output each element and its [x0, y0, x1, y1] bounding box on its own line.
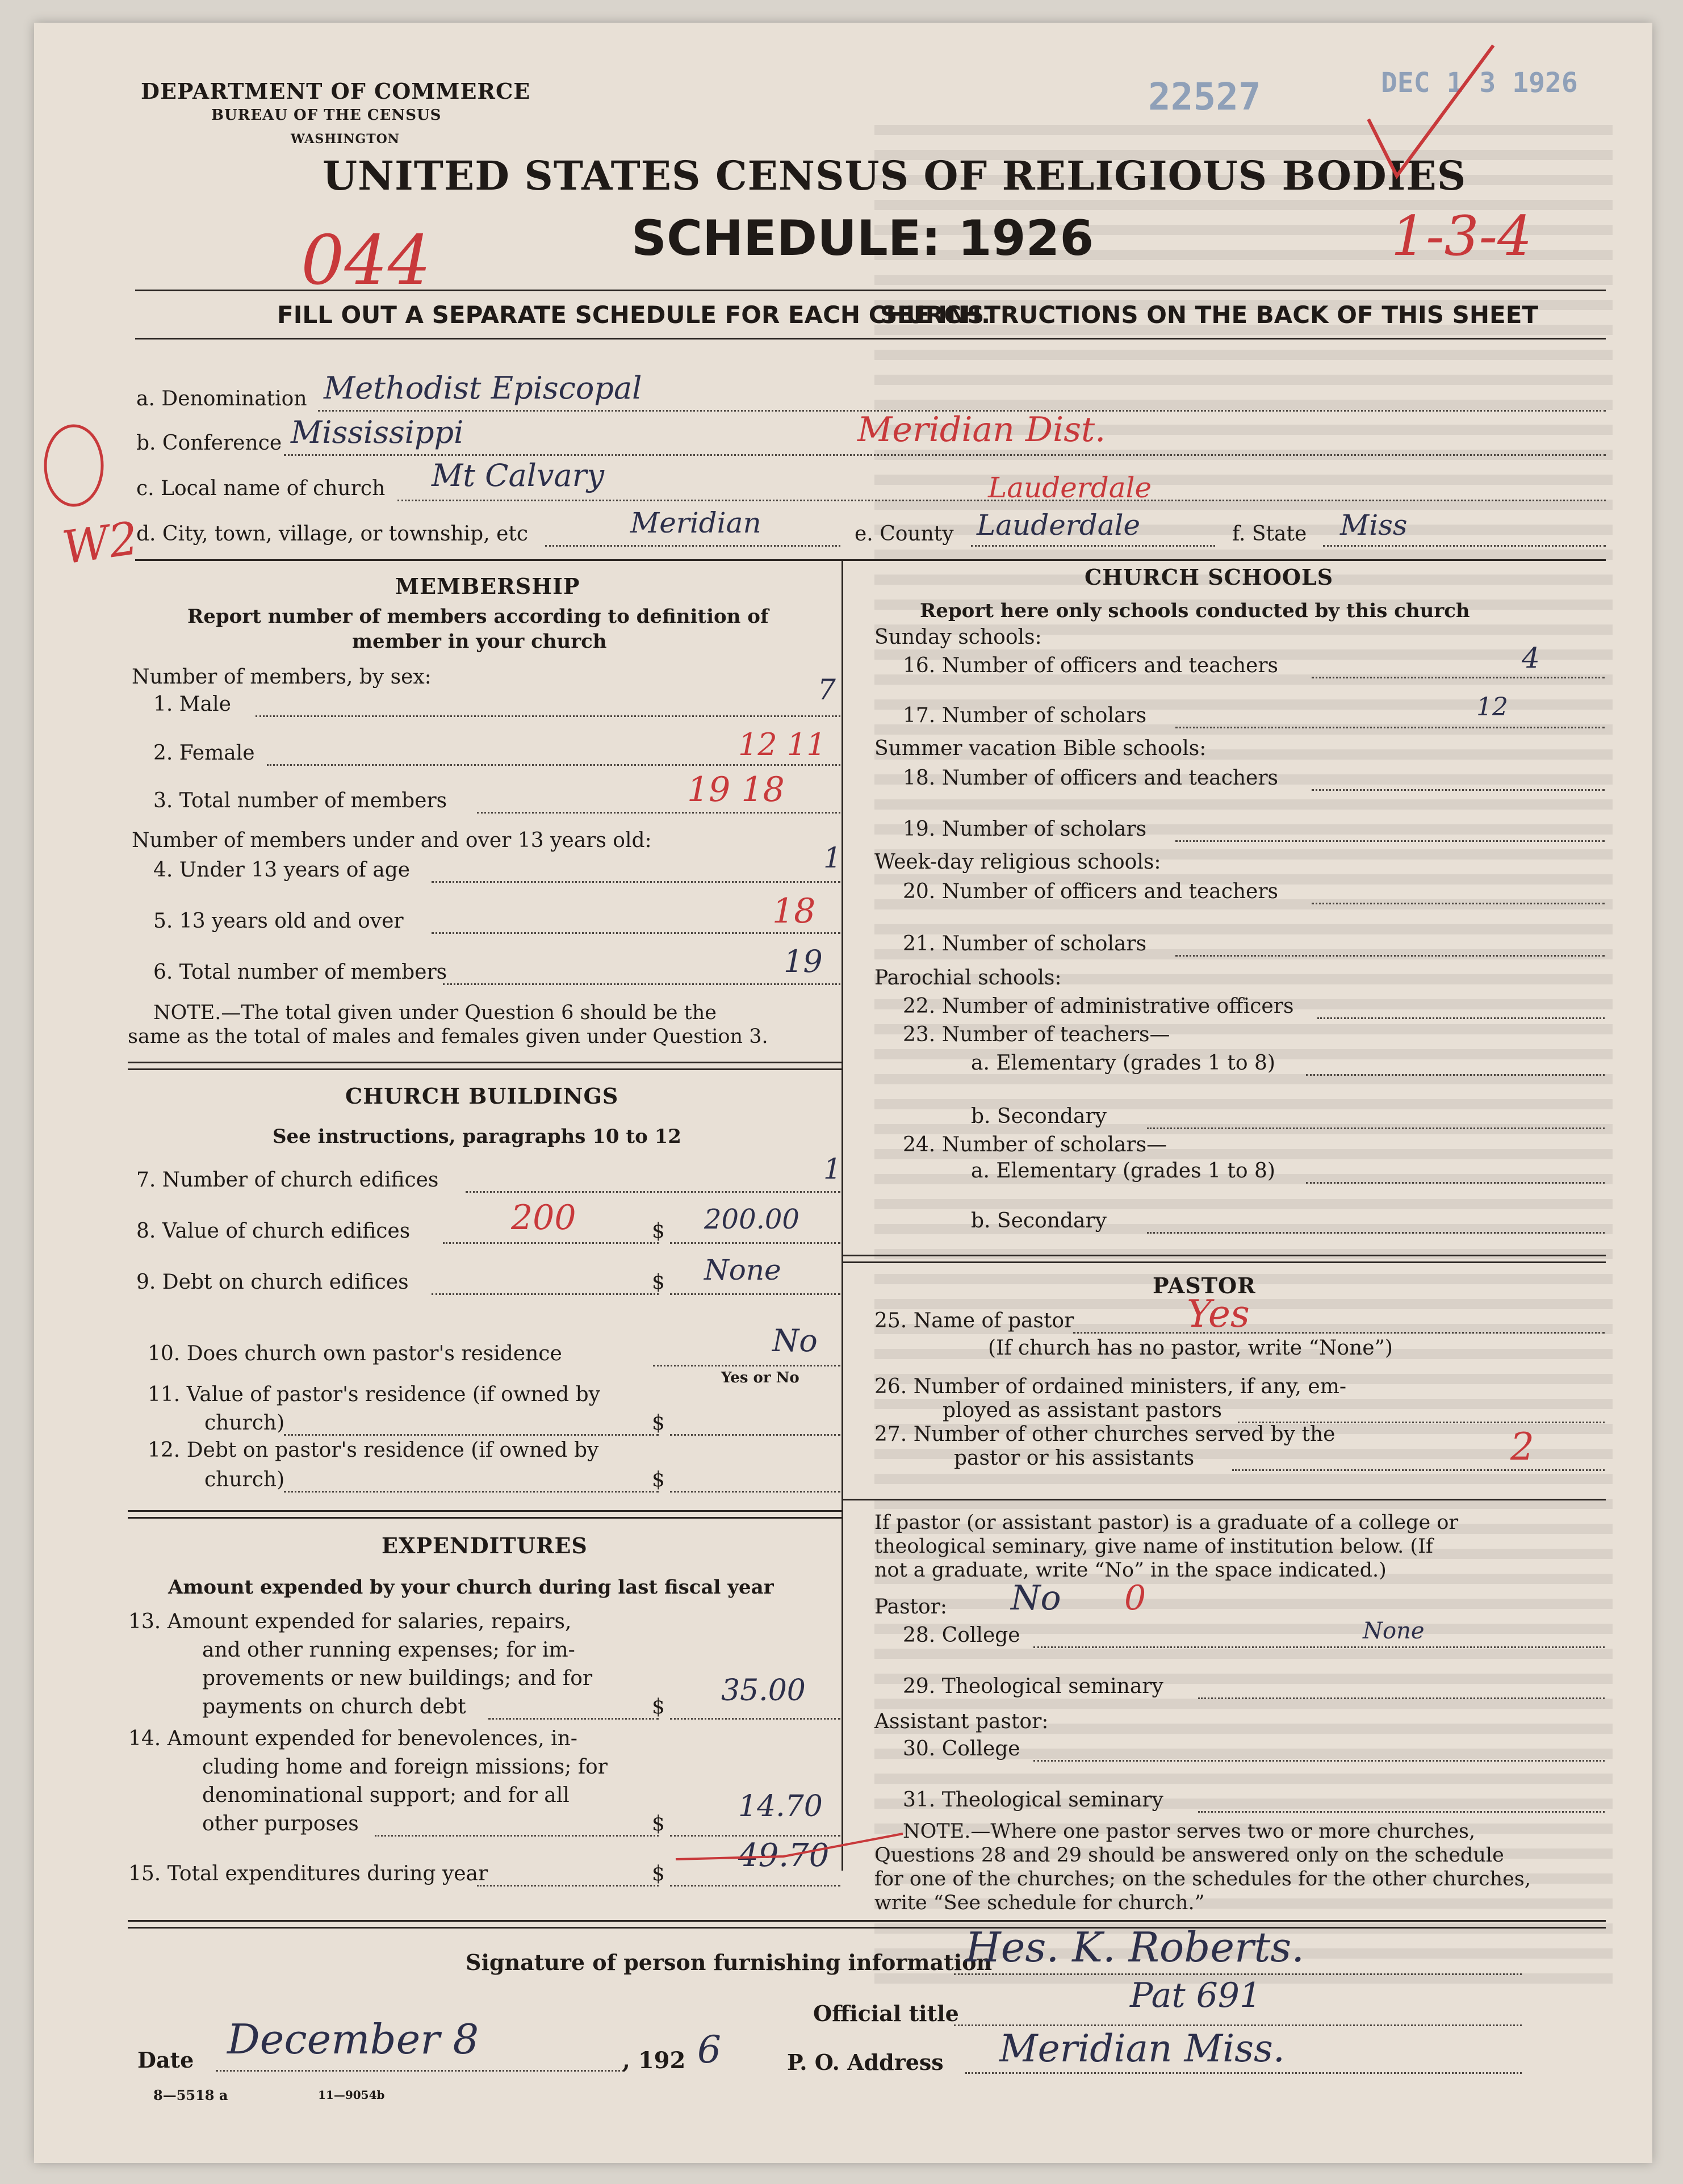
by-age-label: Number of members under and over 13 years old: — [132, 829, 652, 852]
q9-label: 9. Debt on church edifices — [136, 1271, 409, 1294]
membership-instruction-2: member in your church — [352, 630, 607, 653]
dollar-sign: $ — [652, 1271, 665, 1294]
by-sex-label: Number of members, by sex: — [132, 665, 432, 689]
date-value[interactable]: December 8 — [227, 2015, 479, 2063]
q10-value[interactable]: No — [772, 1323, 818, 1359]
q13-label-3: provements or new buildings; and for — [202, 1667, 593, 1690]
pastor-red-mark: 0 — [1124, 1578, 1146, 1618]
q16-label: 16. Number of officers and teachers — [903, 654, 1279, 677]
received-date-stamp: DEC 1 3 1926 — [1381, 67, 1578, 99]
pastor-heading: PASTOR — [1153, 1273, 1256, 1298]
q6-value[interactable]: 19 — [784, 944, 823, 979]
q8-label: 8. Value of church edifices — [136, 1219, 411, 1243]
dollar-sign: $ — [652, 1411, 665, 1435]
q2-label: 2. Female — [153, 741, 255, 765]
red-code: 1-3-4 — [1391, 204, 1533, 268]
q17-label: 17. Number of scholars — [903, 704, 1147, 727]
q13-label-2: and other running expenses; for im- — [202, 1638, 575, 1662]
date-label: Date — [137, 2047, 194, 2073]
q14-label-3: denominational support; and for all — [202, 1784, 570, 1807]
expenditures-instruction: Amount expended by your church during last fiscal year — [168, 1576, 774, 1599]
q16-value[interactable]: 4 — [1522, 642, 1540, 674]
check-mark-icon — [1363, 40, 1499, 187]
q7-label: 7. Number of church edifices — [136, 1168, 439, 1192]
q21-label: 21. Number of scholars — [903, 932, 1147, 955]
year-value[interactable]: 6 — [697, 2028, 721, 2072]
state-label: f. State — [1232, 522, 1307, 546]
q11-label-2: church) — [204, 1411, 285, 1435]
assistant-pastor-label: Assistant pastor: — [874, 1710, 1049, 1733]
banner-right: SEE INSTRUCTIONS ON THE BACK OF THIS SHEET — [880, 301, 1539, 329]
q31-label: 31. Theological seminary — [903, 1788, 1163, 1812]
graduate-note-1: If pastor (or assistant pastor) is a graduate of a college or — [874, 1511, 1459, 1534]
q17-value[interactable]: 12 — [1476, 693, 1508, 722]
serial-stamp: 22527 — [1148, 75, 1261, 119]
q10-label: 10. Does church own pastor's residence — [148, 1342, 562, 1365]
buildings-heading: CHURCH BUILDINGS — [345, 1083, 619, 1109]
q13-value[interactable]: 35.00 — [721, 1674, 806, 1708]
membership-heading: MEMBERSHIP — [395, 573, 580, 599]
q27-label-2: pastor or his assistants — [954, 1447, 1195, 1470]
dollar-sign: $ — [652, 1219, 665, 1243]
q7-value[interactable]: 1 — [823, 1152, 841, 1185]
q28-value[interactable]: None — [1363, 1618, 1425, 1644]
district-annotation: Meridian Dist. — [857, 410, 1106, 450]
q15-value[interactable]: 49.70 — [738, 1837, 830, 1874]
q5-value[interactable]: 18 — [772, 891, 816, 931]
city-value[interactable]: Meridian — [630, 506, 761, 539]
form-number-2: 11—9054b — [318, 2088, 385, 2102]
expenditures-heading: EXPENDITURES — [382, 1533, 588, 1558]
q9-value[interactable]: None — [704, 1254, 781, 1286]
dollar-sign: $ — [652, 1862, 665, 1885]
bureau-heading: BUREAU OF THE CENSUS — [211, 107, 442, 124]
q19-label: 19. Number of scholars — [903, 818, 1147, 841]
q3-value[interactable]: 19 18 — [687, 770, 785, 810]
graduate-note-2: theological seminary, give name of institution below. (If — [874, 1535, 1433, 1558]
q14-value[interactable]: 14.70 — [738, 1789, 823, 1824]
signature-label: Signature of person furnishing information — [466, 1950, 993, 1975]
pastor-note-3: for one of the churches; on the schedules for the other churches, — [874, 1868, 1531, 1890]
state-value[interactable]: Miss — [1340, 509, 1408, 542]
county-label: e. County — [855, 522, 954, 546]
local-name-value[interactable]: Mt Calvary — [432, 458, 604, 493]
red-bracket-mark-icon — [670, 1828, 909, 1868]
q23a-label: a. Elementary (grades 1 to 8) — [971, 1051, 1275, 1075]
margin-code: W2 — [59, 512, 141, 575]
schools-instruction: Report here only schools conducted by this church — [920, 600, 1470, 622]
q26-label-2: ployed as assistant pastors — [943, 1399, 1222, 1422]
q24b-label: b. Secondary — [971, 1209, 1107, 1233]
q26-label-1: 26. Number of ordained ministers, if any, em- — [874, 1375, 1346, 1398]
county-value[interactable]: Lauderdale — [977, 509, 1141, 542]
sunday-schools-label: Sunday schools: — [874, 626, 1042, 649]
city-heading: WASHINGTON — [291, 132, 400, 146]
q25-instruction: (If church has no pastor, write “None”) — [988, 1336, 1393, 1360]
denomination-value[interactable]: Methodist Episcopal — [324, 370, 642, 406]
department-heading: DEPARTMENT OF COMMERCE — [141, 78, 531, 104]
q27-label-1: 27. Number of other churches served by the — [874, 1423, 1335, 1446]
q20-label: 20. Number of officers and teachers — [903, 880, 1279, 903]
q1-value[interactable]: 7 — [818, 673, 836, 706]
q13-label-1: 13. Amount expended for salaries, repairs, — [128, 1610, 572, 1633]
local-name-label: c. Local name of church — [136, 477, 386, 500]
q24-label: 24. Number of scholars— — [903, 1133, 1167, 1156]
weekday-schools-label: Week-day religious schools: — [874, 850, 1161, 874]
q24a-label: a. Elementary (grades 1 to 8) — [971, 1159, 1275, 1183]
yes-or-no-hint: Yes or No — [721, 1369, 799, 1386]
pastor-graduate-value[interactable]: No — [1011, 1578, 1061, 1618]
po-address-label: P. O. Address — [787, 2049, 944, 2075]
q14-label-1: 14. Amount expended for benevolences, in- — [128, 1727, 577, 1750]
q12-label-1: 12. Debt on pastor's residence (if owned by — [148, 1439, 599, 1462]
q28-label: 28. College — [903, 1624, 1020, 1647]
q15-label: 15. Total expenditures during year — [128, 1862, 488, 1885]
parochial-schools-label: Parochial schools: — [874, 966, 1062, 990]
dollar-sign: $ — [652, 1695, 665, 1718]
membership-note-2: same as the total of males and females given under Question 3. — [128, 1025, 768, 1048]
q4-label: 4. Under 13 years of age — [153, 858, 411, 882]
q29-label: 29. Theological seminary — [903, 1675, 1163, 1698]
q14-label-2: cluding home and foreign missions; for — [202, 1755, 608, 1779]
dollar-sign: $ — [652, 1812, 665, 1835]
conference-value[interactable]: Mississippi — [291, 414, 464, 450]
pastor-note-1: NOTE.—Where one pastor serves two or more churches, — [903, 1820, 1476, 1843]
q27-value[interactable]: 2 — [1510, 1425, 1534, 1469]
conference-label: b. Conference — [136, 431, 282, 455]
membership-note-1: NOTE.—The total given under Question 6 should be the — [153, 1001, 717, 1024]
official-title-value[interactable]: Pat 691 — [1130, 1976, 1262, 2015]
q1-label: 1. Male — [153, 693, 231, 716]
pastor-note-2: Questions 28 and 29 should be answered only on the schedule — [874, 1844, 1504, 1867]
membership-instruction-1: Report number of members according to definition of — [187, 605, 769, 628]
q14-label-4: other purposes — [202, 1812, 359, 1835]
signature-value[interactable]: Hes. K. Roberts. — [965, 1923, 1305, 1971]
city-label: d. City, town, village, or township, etc — [136, 522, 529, 546]
pastor-label: Pastor: — [874, 1595, 948, 1619]
q13-label-4: payments on church debt — [202, 1695, 466, 1718]
q2-value[interactable]: 12 11 — [738, 727, 826, 762]
q25-value[interactable]: Yes — [1187, 1292, 1250, 1336]
census-schedule-sheet — [34, 23, 1652, 2163]
pastor-note-4: write “See schedule for church.” — [874, 1892, 1205, 1914]
dollar-sign: $ — [652, 1468, 665, 1491]
q18-label: 18. Number of officers and teachers — [903, 766, 1279, 790]
form-number-1: 8—5518 a — [153, 2087, 228, 2103]
banner-left: FILL OUT A SEPARATE SCHEDULE FOR EACH CHURCH. — [277, 301, 991, 329]
circled-mark-icon — [34, 420, 114, 511]
schools-heading: CHURCH SCHOOLS — [1085, 564, 1334, 590]
q30-label: 30. College — [903, 1737, 1020, 1760]
schedule-title: SCHEDULE: 1926 — [631, 210, 1094, 267]
q11-label-1: 11. Value of pastor's residence (if owned by — [148, 1383, 601, 1406]
official-title-label: Official title — [813, 2001, 959, 2026]
denomination-label: a. Denomination — [136, 387, 307, 410]
summer-schools-label: Summer vacation Bible schools: — [874, 737, 1207, 760]
year-prefix: , 192 — [622, 2047, 686, 2074]
q6-label: 6. Total number of members — [153, 961, 447, 984]
q8-value[interactable]: 200.00 — [704, 1204, 799, 1235]
q25-label: 25. Name of pastor — [874, 1309, 1074, 1332]
q5-label: 5. 13 years old and over — [153, 909, 404, 933]
graduate-note-3: not a graduate, write “No” in the space indicated.) — [874, 1559, 1387, 1582]
q23b-label: b. Secondary — [971, 1105, 1107, 1128]
q4-value[interactable]: 1 — [823, 841, 841, 874]
buildings-instruction: See instructions, paragraphs 10 to 12 — [273, 1125, 681, 1148]
q3-label: 3. Total number of members — [153, 789, 447, 812]
po-address-value[interactable]: Meridian Miss. — [999, 2027, 1285, 2070]
q22-label: 22. Number of administrative officers — [903, 995, 1294, 1018]
red-file-number: 044 — [301, 221, 432, 300]
form-title: UNITED STATES CENSUS OF RELIGIOUS BODIES — [323, 152, 1467, 199]
q8-annotation: 200 — [511, 1198, 576, 1238]
q23-label: 23. Number of teachers— — [903, 1023, 1170, 1046]
county-annotation: Lauderdale — [988, 471, 1152, 504]
q12-label-2: church) — [204, 1468, 285, 1491]
